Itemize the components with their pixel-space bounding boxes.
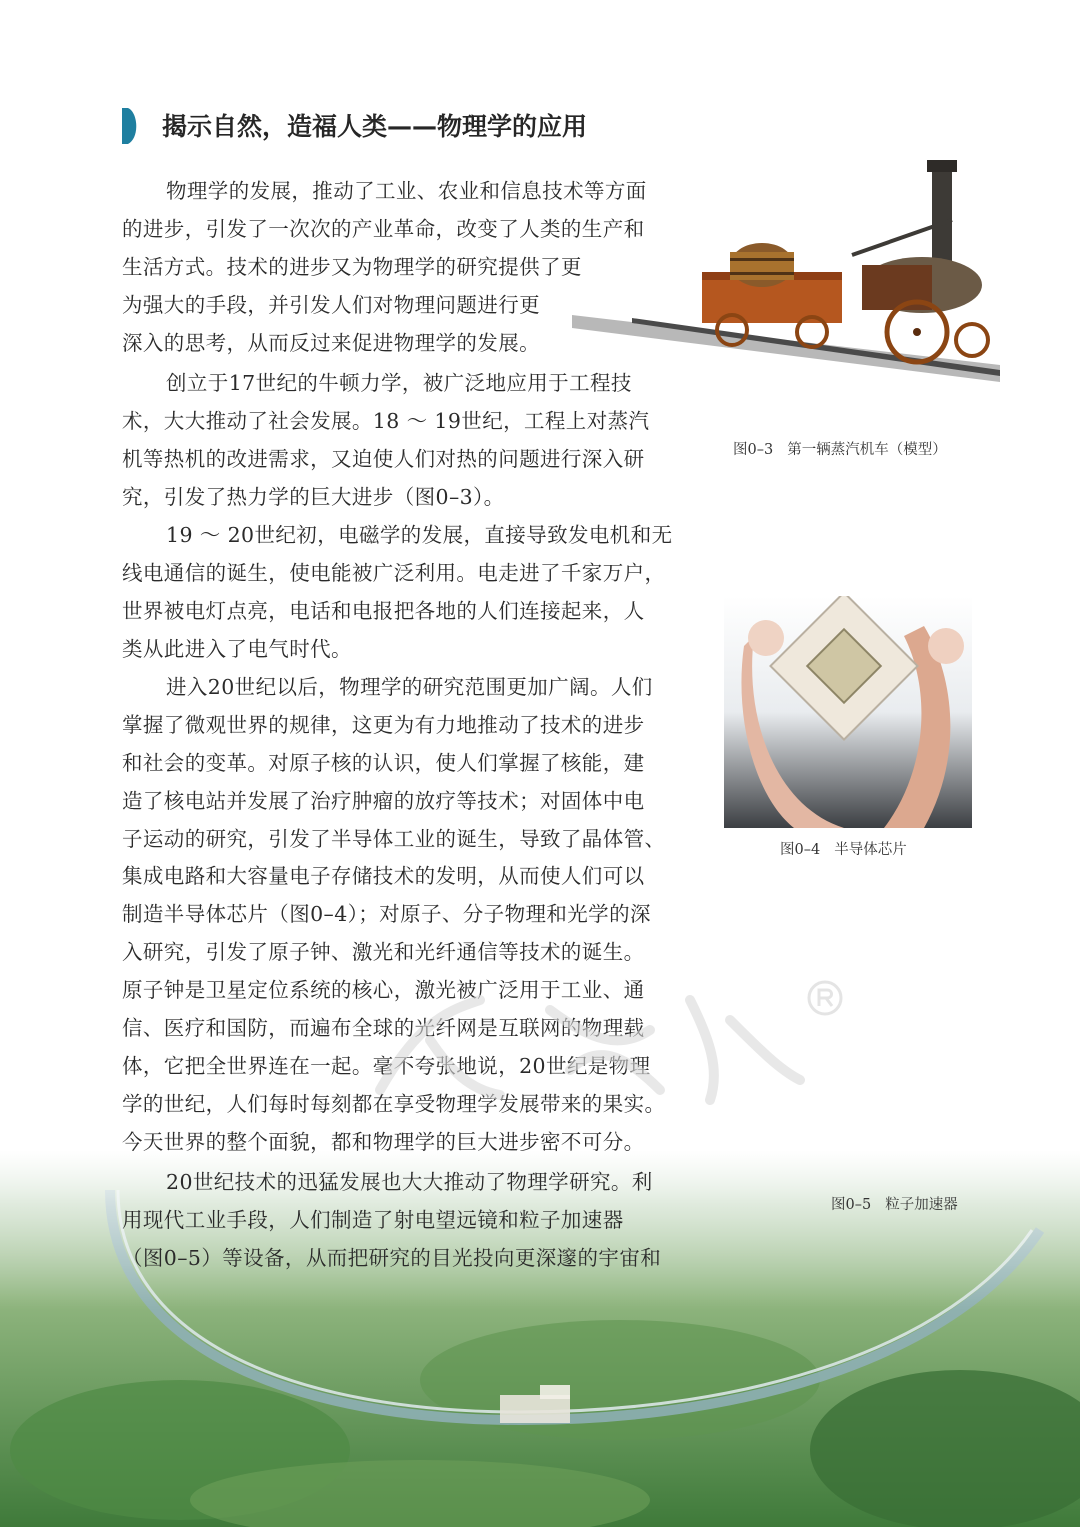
text-line: 术，大大推动了社会发展。18 ～ 19世纪，工程上对蒸汽 (122, 408, 650, 433)
text-line: 造了核电站并发展了治疗肿瘤的放疗等技术；对固体中电 (122, 788, 645, 813)
text-line: 究，引发了热力学的巨大进步（图0–3）。 (122, 484, 505, 509)
figure-label: 图0–3 (733, 442, 774, 458)
text-line: 用现代工业手段，人们制造了射电望远镜和粒子加速器 (122, 1207, 624, 1232)
text-line: 20世纪技术的迅猛发展也大大推动了物理学研究。利 (166, 1170, 653, 1194)
text-line: 集成电路和大容量电子存储技术的发明，从而使人们可以 (122, 864, 645, 889)
text-line: 掌握了微观世界的规律，这更为有力地推动了技术的进步 (122, 712, 645, 737)
text-line: 的进步，引发了一次次的产业革命，改变了人类的生产和 (122, 216, 645, 241)
section-title: 揭示自然，造福人类——物理学的应用 (162, 112, 588, 141)
text-line: 物理学的发展，推动了工业、农业和信息技术等方面 (166, 179, 647, 203)
text-line: 进入20世纪以后，物理学的研究范围更加广阔。人们 (166, 675, 653, 699)
figure-caption-0-5 (831, 1193, 958, 1214)
text-line: 19 ～ 20世纪初，电磁学的发展，直接导致发电机和无 (166, 523, 673, 547)
text-line: 和社会的变革。对原子核的认识，使人们掌握了核能，建 (122, 750, 645, 775)
text-line: 创立于17世纪的牛顿力学，被广泛地应用于工程技 (166, 371, 632, 395)
figure-label: 图0–5 (831, 1197, 872, 1213)
text-line: 生活方式。技术的进步又为物理学的研究提供了更 (122, 254, 582, 279)
section-marker-icon (118, 108, 142, 144)
text-line: 深入的思考，从而反过来促进物理学的发展。 (122, 330, 540, 355)
paragraph-3 (122, 517, 682, 669)
steam-locomotive-image (572, 160, 1000, 398)
text-line: 学的世纪，人们每时每刻都在享受物理学发展带来的果实。 (122, 1091, 666, 1116)
figure-caption-text: 粒子加速器 (885, 1197, 958, 1213)
text-line: 制造半导体芯片（图0–4）；对原子、分子物理和光学的深 (122, 902, 651, 927)
figure-caption-0-3 (733, 438, 947, 459)
text-line: 子运动的研究，引发了半导体工业的诞生，导致了晶体管、 (122, 826, 666, 851)
text-line: 今天世界的整个面貌，都和物理学的巨大进步密不可分。 (122, 1129, 645, 1154)
text-line: （图0–5）等设备，从而把研究的目光投向更深邃的宇宙和 (122, 1245, 662, 1270)
text-line: 入研究，引发了原子钟、激光和光纤通信等技术的诞生。 (122, 940, 645, 965)
text-line: 机等热机的改进需求，又迫使人们对热的问题进行深入研 (122, 446, 645, 471)
text-line: 体，它把全世界连在一起。毫不夸张地说，20世纪是物理 (122, 1053, 651, 1078)
text-line: 为强大的手段，并引发人们对物理问题进行更 (122, 292, 540, 317)
figure-caption-0-4 (780, 838, 907, 859)
figure-caption-text: 半导体芯片 (834, 842, 907, 858)
figure-caption-text: 第一辆蒸汽机车（模型） (787, 442, 947, 458)
text-line: 信、医疗和国防，而遍布全球的光纤网是互联网的物理载 (122, 1016, 645, 1041)
figure-label: 图0–4 (780, 842, 821, 858)
text-line: 类从此进入了电气时代。 (122, 636, 352, 661)
publisher-watermark (360, 980, 860, 1110)
paragraph-5 (122, 1164, 682, 1278)
text-line: 世界被电灯点亮，电话和电报把各地的人们连接起来，人 (122, 598, 645, 623)
semiconductor-chip-image (724, 596, 972, 828)
text-line: 线电通信的诞生，使电能被广泛利用。电走进了千家万户， (122, 560, 666, 585)
text-line: 原子钟是卫星定位系统的核心，激光被广泛用于工业、通 (122, 978, 645, 1003)
